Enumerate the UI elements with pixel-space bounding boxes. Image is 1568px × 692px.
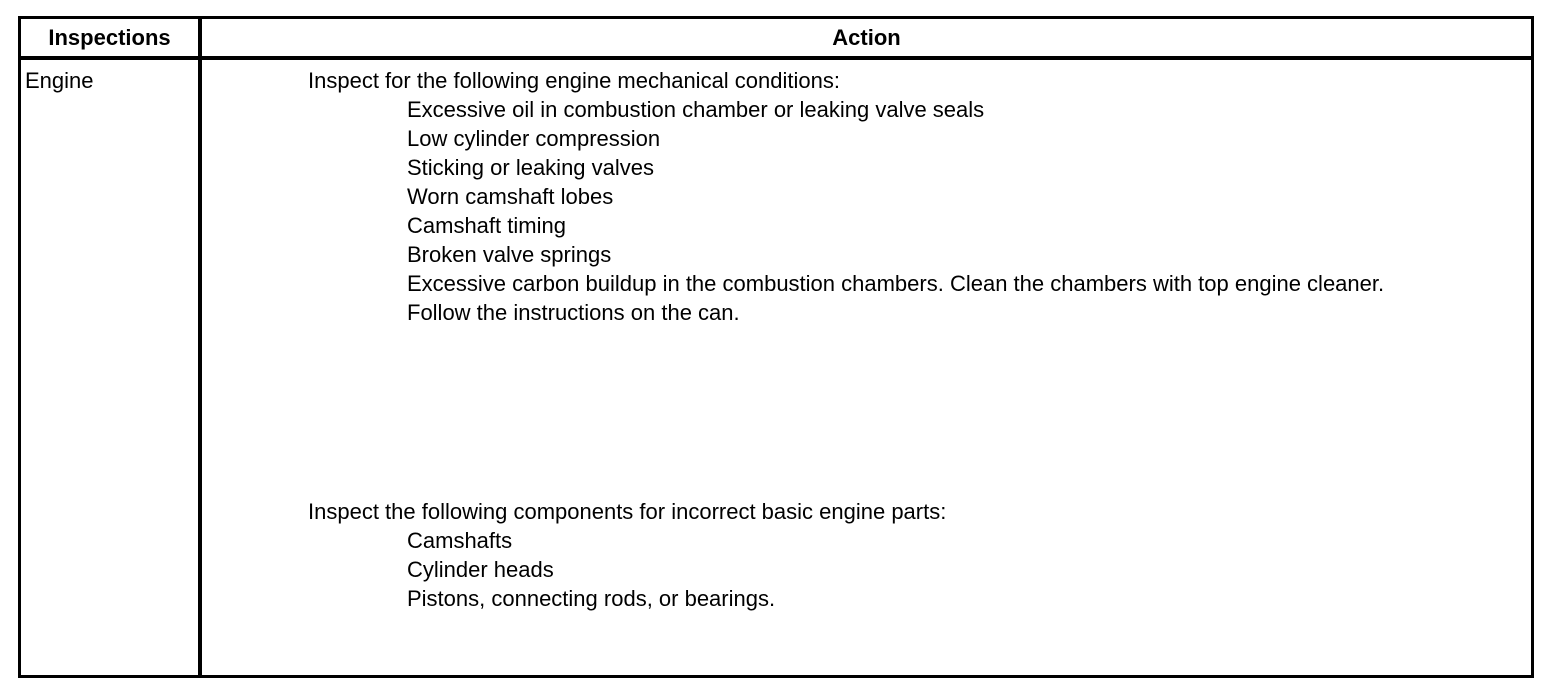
action-item: Excessive oil in combustion chamber or leaking valve seals (407, 97, 985, 122)
header-inspections: Inspections (48, 24, 171, 50)
action-item: Worn camshaft lobes (407, 184, 614, 209)
action-item: Follow the instructions on the can. (407, 300, 740, 325)
action-group-lead: Inspect the following components for incorrect basic engine parts: (308, 499, 947, 524)
action-item: Low cylinder compression (407, 126, 661, 151)
action-item: Pistons, connecting rods, or bearings. (407, 586, 776, 611)
header-action: Action (832, 24, 901, 50)
action-item: Sticking or leaking valves (407, 155, 655, 180)
inspection-cell-engine: Engine (25, 68, 94, 93)
action-item: Cylinder heads (407, 557, 554, 582)
action-item: Broken valve springs (407, 242, 612, 267)
header-row-divider (18, 56, 1534, 60)
action-group-lead: Inspect for the following engine mechanical conditions: (308, 68, 840, 93)
action-item: Excessive carbon buildup in the combustion chambers. Clean the chambers with top engine cleaner. (407, 271, 1385, 296)
action-group-basic-parts (308, 497, 946, 613)
action-item: Camshafts (407, 528, 513, 553)
column-divider (198, 16, 202, 678)
action-group-mechanical (308, 66, 1384, 327)
action-item: Camshaft timing (407, 213, 566, 238)
